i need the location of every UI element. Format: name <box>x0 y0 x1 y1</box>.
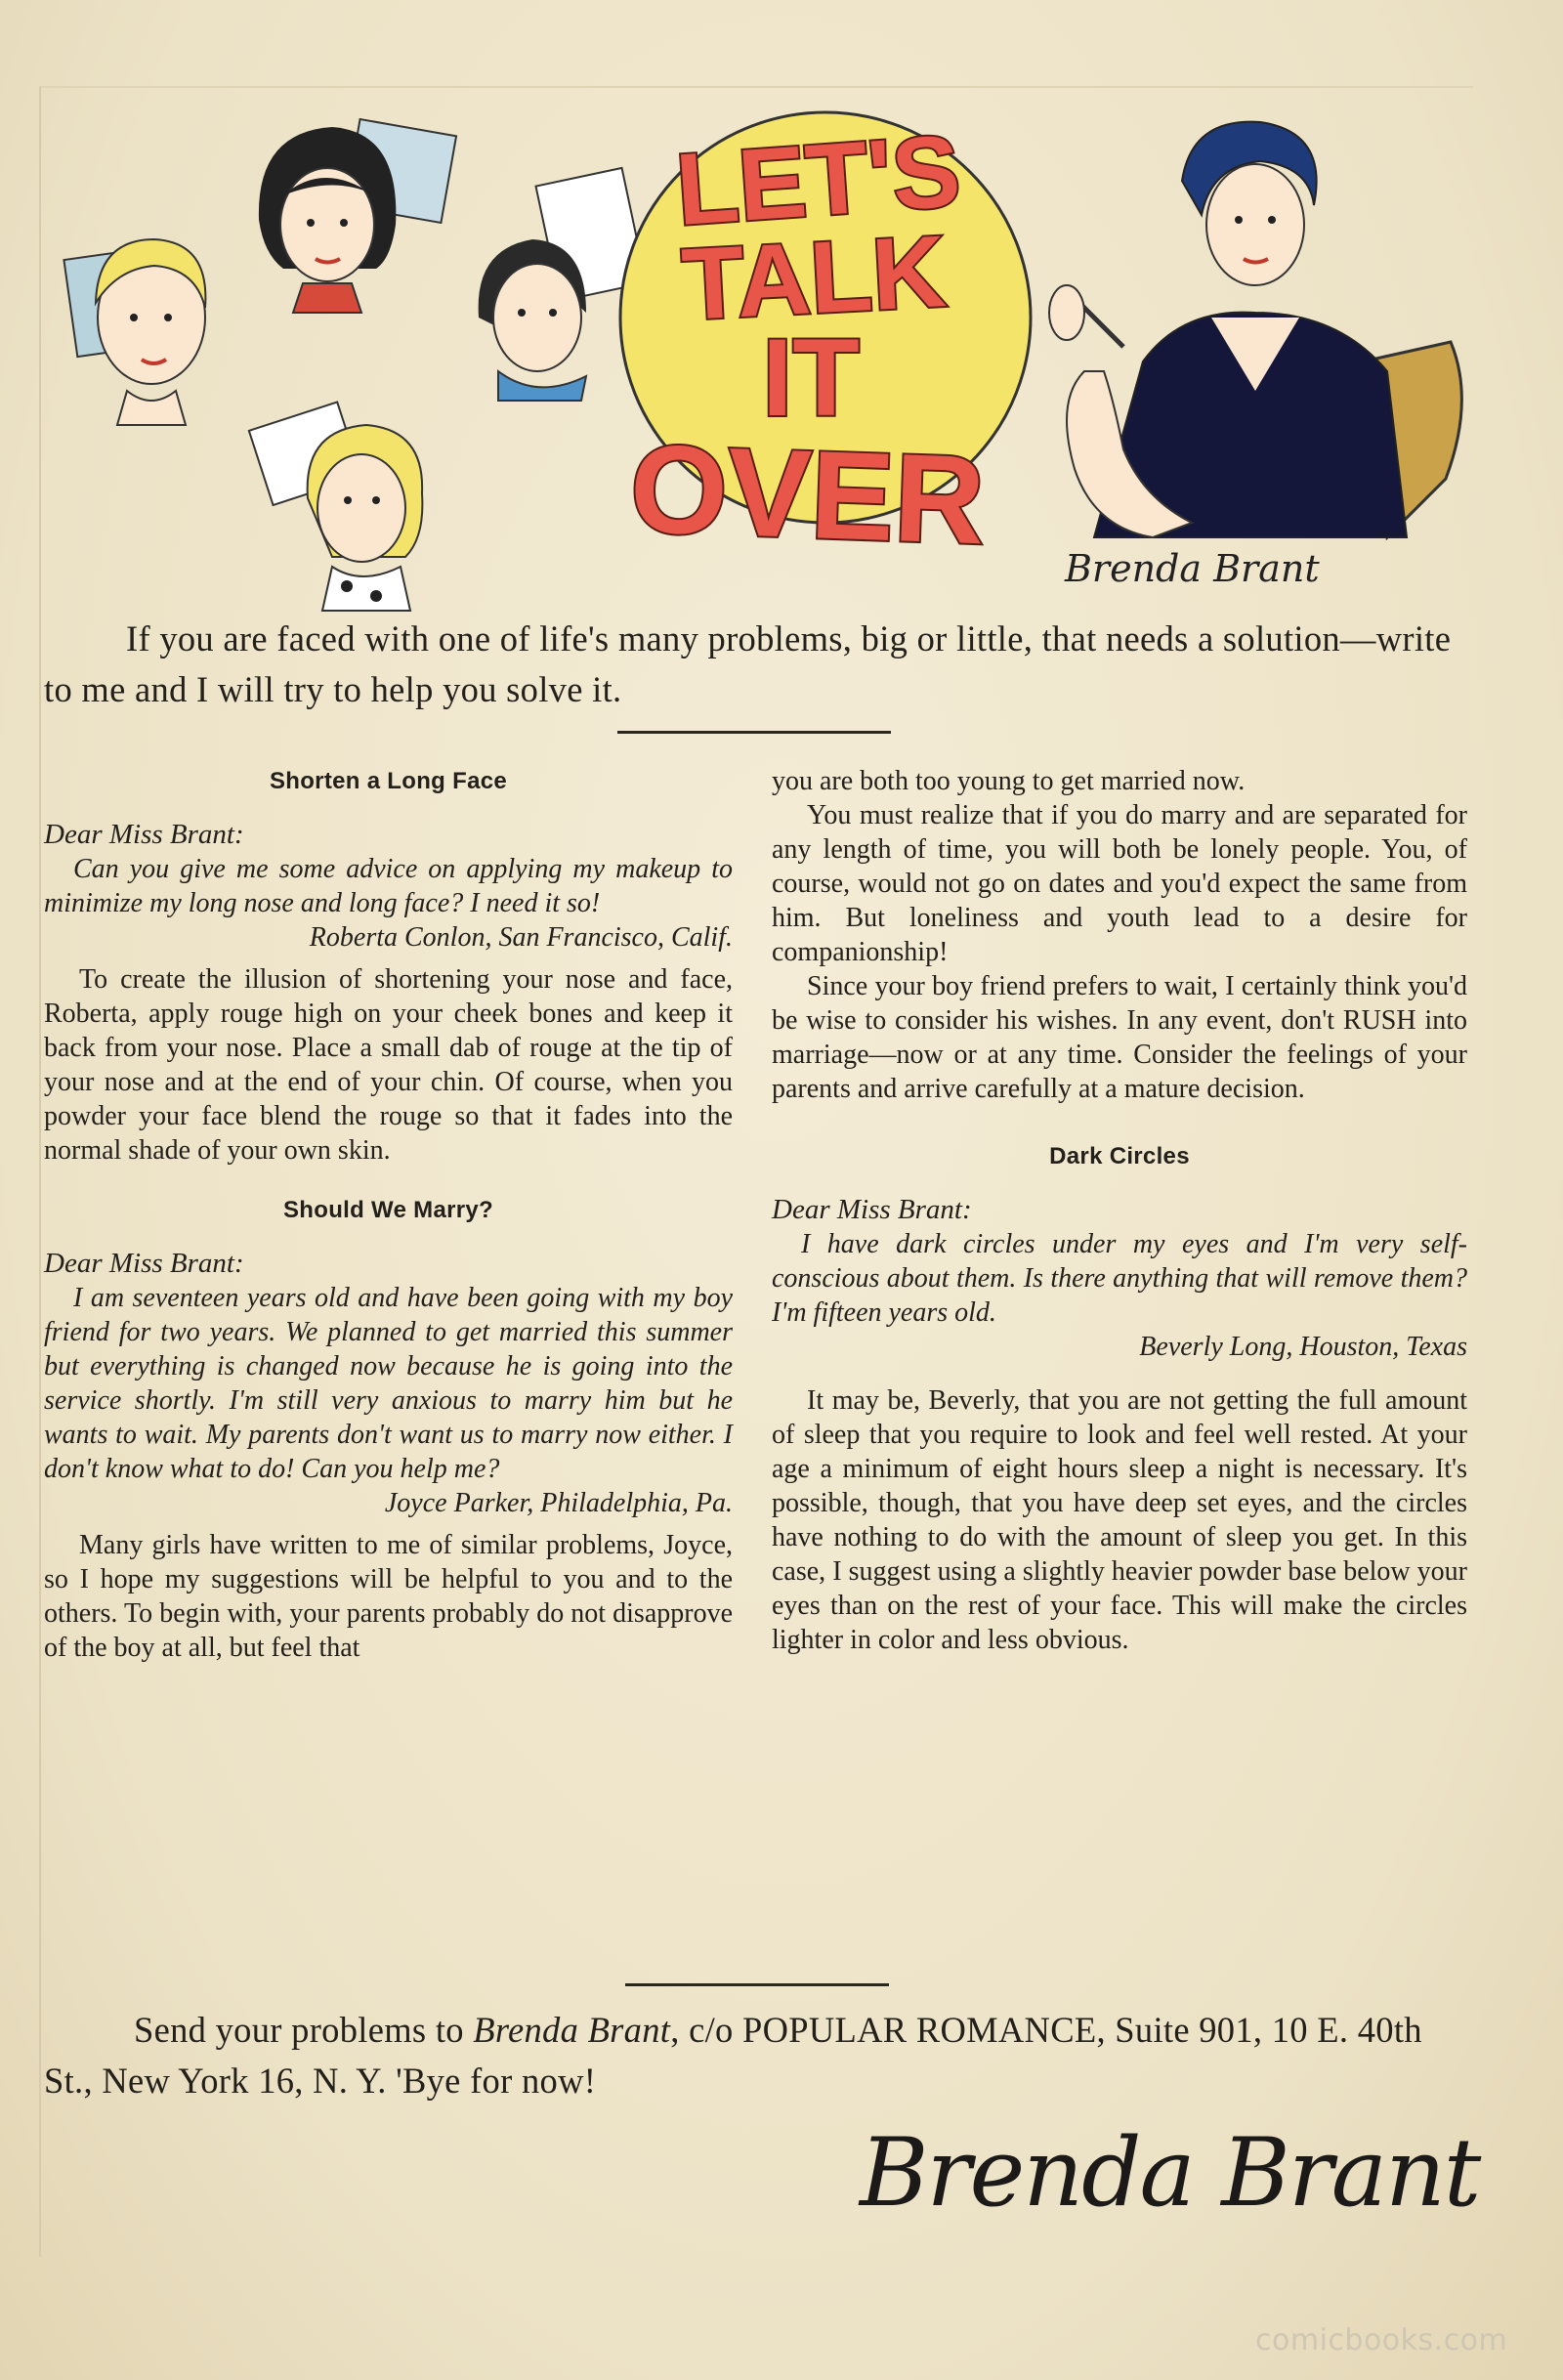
blonde-woman-portrait <box>63 239 205 425</box>
letter-2-body: I am seventeen years old and have been going with my boy friend for two years. We planned to get married this summer but everything is changed now because he is going into the service shortly. I'm still very anxious to marry him but he wants to wait. My parents don't want us to marry now either. I don't know what to do! Can you help me? <box>44 1283 733 1484</box>
letter-1-heading: Shorten a Long Face <box>269 768 508 794</box>
closing-suffix: , c/o POPULAR ROMANCE, Suite 901, 10 E. 40th St., New York 16, N. Y. 'Bye for now! <box>44 2010 1422 2101</box>
intro-text: If you are faced with one of life's many problems, big or little, that needs a solution—write to me and I will try to help you solve it. <box>44 618 1452 709</box>
brenda-brant-portrait <box>1049 122 1461 537</box>
divider-top <box>617 731 891 734</box>
site-watermark: comicbooks.com <box>1255 2323 1508 2358</box>
letter-2-reply-p2: You must realize that if you do marry and are separated for any length of time, you will both be lonely people. You, of course, would not go on dates and you'd expect the same from him. But loneliness and youth lead to a desire for companionship! <box>772 800 1467 967</box>
letter-2-reply-continued: you are both too young to get married now. <box>772 766 1246 796</box>
blonde-with-letter-portrait <box>249 403 423 611</box>
letter-2-heading: Should We Marry? <box>282 1197 494 1223</box>
header-signature: Brenda Brant <box>1065 547 1320 590</box>
letter-1-signed: Roberta Conlon, San Francisco, Calif. <box>309 922 733 953</box>
letter-1-salutation: Dear Miss Brant: <box>44 819 244 850</box>
brenda-brant-signature: Brenda Brant <box>860 2118 1480 2228</box>
title-word-4: OVER <box>627 418 988 572</box>
right-column <box>772 764 1467 1657</box>
letter-1-reply: To create the illusion of shortening your nose and face, Roberta, apply rouge high on your cheek bones and keep it back from your nose. Place a small dab of rouge at the tip of your nose and at the end of your chin. Of course, when you powder your face blend the rouge so that it fades into the normal shade of your own skin. <box>44 964 733 1166</box>
letter-3-signed: Beverly Long, Houston, Texas <box>1139 1332 1467 1362</box>
closing-prefix: Send your problems to <box>134 2010 474 2050</box>
left-column <box>44 760 733 1665</box>
letter-3-heading: Dark Circles <box>1049 1143 1190 1169</box>
closing-name: Brenda Brant <box>473 2010 671 2050</box>
letter-3-reply: It may be, Beverly, that you are not getting the full amount of sleep that you require to look and feel well rested. At your age a minimum of eight hours sleep a night is necessary. It's possible, though, that you have deep set eyes, and the circles have nothing to do with the amount of sleep you get. In this case, I suggest using a slightly heavier powder base below your eyes than on the rest of your face. This will make the circles lighter in color and less obvious. <box>772 1385 1467 1655</box>
divider-bottom <box>625 1983 889 1986</box>
header-svg <box>39 78 1485 625</box>
letter-1-body: Can you give me some advice on applying my makeup to minimize my long nose and long face? I need it so! <box>44 854 733 918</box>
letter-2-reply-p3: Since your boy friend prefers to wait, I certainly think you'd be wise to consider his wishes. In any event, don't RUSH into marriage—now or at any time. Consider the feelings of your parents and arrive carefully at a mature decision. <box>772 971 1467 1104</box>
letter-2-reply: Many girls have written to me of similar problems, Joyce, so I hope my suggestions will be helpful to you and to the others. To begin with, your parents probably do not disapprove of the boy at all, but feel that <box>44 1530 733 1663</box>
letter-2-salutation: Dear Miss Brant: <box>44 1248 244 1279</box>
header-illustration <box>39 78 1485 625</box>
intro-paragraph <box>44 614 1470 715</box>
title-word-1: LET'S <box>672 114 964 248</box>
brunette-with-letter-portrait <box>479 168 647 401</box>
letter-2-signed: Joyce Parker, Philadelphia, Pa. <box>384 1488 733 1518</box>
title-word-2: TALK <box>679 215 949 343</box>
letter-3-body: I have dark circles under my eyes and I'm very self-conscious about them. Is there anything that will remove them? I'm fifteen years old. <box>772 1229 1467 1328</box>
title-word-3: IT <box>762 317 860 439</box>
dark-haired-woman-portrait <box>259 119 456 313</box>
closing-paragraph <box>44 2005 1470 2106</box>
letter-3-salutation: Dear Miss Brant: <box>772 1194 972 1225</box>
